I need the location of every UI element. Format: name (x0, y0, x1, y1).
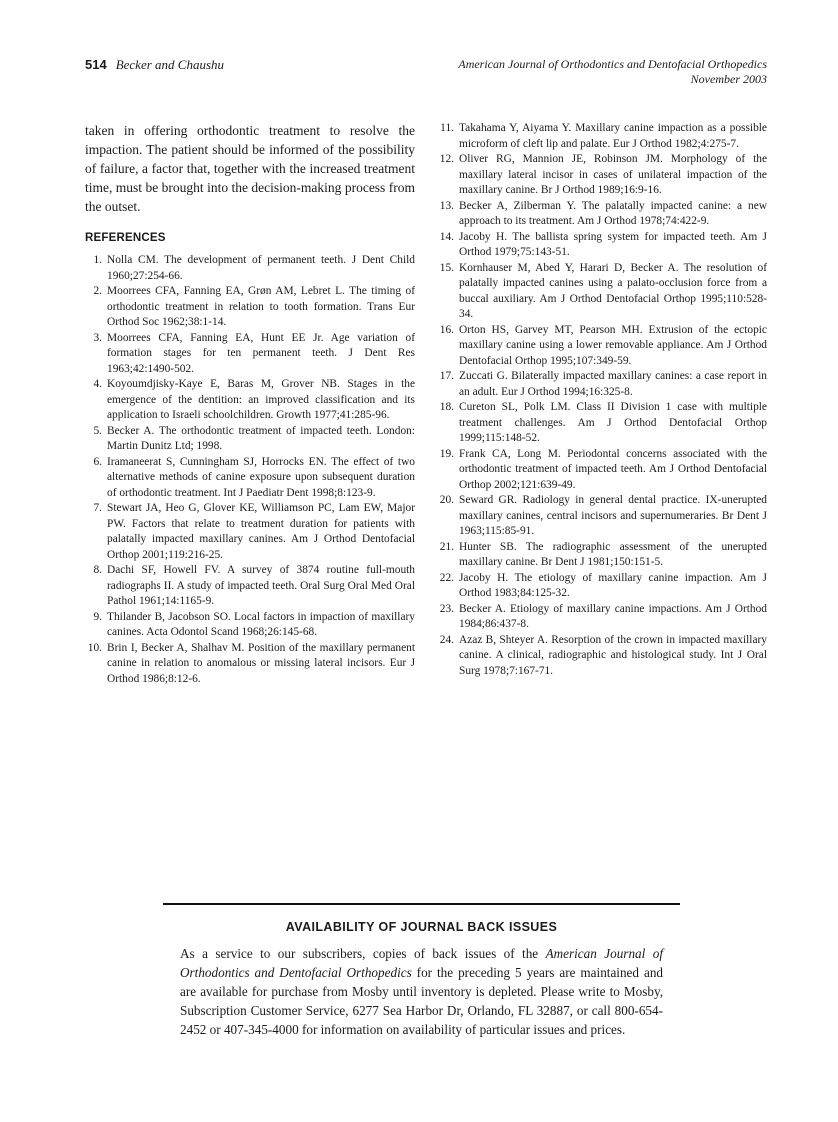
reference-item (437, 323, 767, 370)
reference-item (85, 424, 415, 455)
reference-item (437, 493, 767, 540)
reference-number: 20. (439, 494, 454, 506)
reference-item (85, 377, 415, 424)
reference-item (437, 447, 767, 494)
two-column-body (85, 121, 767, 687)
reference-item (437, 152, 767, 199)
reference-text: Moorrees CFA, Fanning EA, Hunt EE Jr. Age variation of formation stages for ten permanent teeth. J Dent Res 1963;42:1490-502. (107, 331, 415, 375)
reference-item (437, 400, 767, 447)
reference-number: 15. (439, 261, 454, 274)
reference-text: Azaz B, Shteyer A. Resorption of the crown in impacted maxillary canine. A clinical, radiographic and histological study. Int J Oral Surg 1978;7:167-71. (459, 633, 767, 677)
reference-text: Oliver RG, Mannion JE, Robinson JM. Morphology of the maxillary lateral incisor in cases of unilateral impaction of the maxillary canine. Br J Orthod 1989;16:9-16. (459, 153, 767, 196)
reference-number: 16. (439, 323, 454, 336)
reference-item (85, 253, 415, 284)
journal-title: American Journal of Orthodontics and Dentofacial Orthopedics (458, 57, 767, 71)
reference-text: Dachi SF, Howell FV. A survey of 3874 routine full-mouth radiographs II. A study of impacted teeth. Oral Surg Oral Med Oral Pathol 1961;14:1165-9. (107, 564, 415, 607)
reference-number: 17. (439, 370, 454, 382)
reference-number: 13. (439, 199, 454, 212)
reference-item (437, 199, 767, 230)
reference-number: 6. (93, 455, 102, 468)
reference-text: Stewart JA, Heo G, Glover KE, Williamson PC, Lam EW, Major PW. Factors that relate to treatment duration for patients with palatally impacted maxillary canines. Am J Orthod Dentofacial Orthop 2001;119:216-25. (107, 502, 415, 561)
references-heading: REFERENCES (85, 232, 166, 244)
reference-text: Kornhauser M, Abed Y, Harari D, Becker A. The resolution of palatally impacted canines using a palato-occlusion force from a buccal auxiliary. Am J Orthod Dentofacial Orthop 1995;110:528-34. (459, 261, 767, 320)
reference-text: Becker A, Zilberman Y. The palatally impacted canine: a new approach to its treatment. Am J Orthod 1978;74:422-9. (459, 199, 767, 227)
reference-text: Takahama Y, Aiyama Y. Maxillary canine impaction as a possible microform of cleft lip and palate. Eur J Orthod 1982;4:275-7. (459, 122, 767, 150)
reference-number: 9. (93, 610, 102, 623)
reference-text: Seward GR. Radiology in general dental practice. IX-unerupted maxillary canines, central incisors and supernumeraries. Br Dent J 1963;115:85-91. (459, 494, 767, 537)
notice-journal-name: American Journal of Orthodontics and Dentofacial Orthopedics (180, 946, 663, 980)
reference-item (85, 284, 415, 331)
reference-number: 14. (439, 230, 454, 243)
reference-text: Frank CA, Long M. Periodontal concerns associated with the orthodontic treatment of impacted teeth. Am J Orthod Dentofacial Orthop 2002;121:639-49. (459, 447, 767, 491)
reference-item (437, 571, 767, 602)
reference-item (437, 540, 767, 571)
reference-number: 12. (439, 153, 454, 165)
reference-item (437, 121, 767, 152)
reference-item (85, 331, 415, 378)
reference-number: 23. (439, 602, 454, 615)
running-head (85, 57, 224, 73)
reference-text: Zuccati G. Bilaterally impacted maxillary canines: a case report in an adult. Eur J Orthod 1994;16:325-8. (459, 370, 767, 398)
reference-item (437, 261, 767, 323)
reference-number: 1. (93, 254, 102, 266)
reference-text: Cureton SL, Polk LM. Class II Division 1 case with multiple treatment challenges. Am J Orthod Dentofacial Orthop 1999;115:148-52. (459, 401, 767, 444)
reference-text: Brin I, Becker A, Shalhav M. Position of the maxillary permanent canine in relation to anomalous or missing lateral incisors. Eur J Orthod 1986;8:12-6. (107, 641, 415, 685)
reference-item (437, 369, 767, 400)
reference-item (85, 610, 415, 641)
reference-text: Jacoby H. The ballista spring system for impacted teeth. Am J Orthod 1979;75:143-51. (459, 230, 767, 258)
notice-text-rest: for the preceding 5 years are maintained and are available for purchase from Mosby until inventory is depleted. Please write to Mosby, Subscription Customer Service, 6277 Sea Harbor Dr, Orlando, FL 32887, or call 800-654-2452 or 407-345-4000 for information on availability of particular issues and prices. (180, 965, 664, 1037)
page-number: 514 (85, 57, 107, 72)
running-head-authors: Becker and Chaushu (115, 57, 225, 72)
journal-header (458, 57, 767, 87)
reference-number: 21. (439, 540, 454, 553)
notice-title: AVAILABILITY OF JOURNAL BACK ISSUES (285, 920, 558, 934)
reference-list-left (85, 253, 415, 687)
reference-text: Hunter SB. The radiographic assessment of the unerupted maxillary canine. Br Dent J 1981;150:151-5. (459, 540, 767, 568)
page-header (85, 57, 767, 87)
reference-item (85, 641, 415, 688)
reference-text: Koyoumdjisky-Kaye E, Baras M, Grover NB. Stages in the emergence of the dentition: an improved classification and its application to Israeli schoolchildren. Growth 1977;41:285-96. (107, 378, 415, 421)
reference-text: Orton HS, Garvey MT, Pearson MH. Extrusion of the ectopic maxillary canine using a lower removable appliance. Am J Orthod Dentofacial Orthop 1995;107:349-59. (459, 323, 767, 367)
reference-text: Thilander B, Jacobson SO. Local factors in impaction of maxillary canines. Acta Odontol Scand 1968;26:145-68. (107, 610, 415, 638)
reference-text: Jacoby H. The etiology of maxillary canine impaction. Am J Orthod 1983;84:125-32. (459, 571, 767, 599)
reference-item (85, 455, 415, 502)
reference-text: Moorrees CFA, Fanning EA, Grøn AM, Lebret L. The timing of orthodontic treatment in relation to tooth formation. Trans Eur Orthod Soc 1962;38:1-14. (107, 285, 415, 328)
intro-paragraph: taken in offering orthodontic treatment to resolve the impaction. The patient should be informed of the possibility of failure, a factor that, together with the increased treatment time, must be brought into the decision-making process from the outset. (85, 123, 415, 214)
right-column (437, 121, 767, 687)
reference-number: 19. (439, 447, 454, 460)
reference-number: 8. (93, 564, 102, 576)
back-issues-notice (163, 903, 680, 1039)
reference-number: 10. (87, 641, 102, 654)
notice-text-lead: As a service to our subscribers, copies of back issues of the (180, 946, 546, 961)
reference-list-right (437, 121, 767, 679)
reference-number: 2. (93, 285, 102, 297)
reference-number: 11. (440, 122, 454, 134)
reference-number: 4. (93, 378, 102, 390)
reference-text: Nolla CM. The development of permanent teeth. J Dent Child 1960;27:254-66. (107, 254, 415, 282)
notice-body (180, 944, 663, 1039)
issue-date: November 2003 (690, 72, 767, 86)
reference-number: 3. (93, 331, 102, 344)
reference-text: Iramaneerat S, Cunningham SJ, Horrocks EN. The effect of two alternative methods of canine exposure upon subsequent duration of orthodontic treatment. Int J Paediatr Dent 1998;8:123-9. (107, 455, 415, 499)
reference-number: 5. (93, 424, 102, 437)
reference-text: Becker A. The orthodontic treatment of impacted teeth. London: Martin Dunitz Ltd; 1998. (107, 424, 415, 452)
reference-item (437, 230, 767, 261)
reference-text: Becker A. Etiology of maxillary canine impactions. Am J Orthod 1984;86:437-8. (459, 602, 767, 630)
reference-number: 22. (439, 571, 454, 584)
reference-number: 18. (439, 401, 454, 413)
reference-number: 24. (439, 633, 454, 646)
left-column (85, 121, 415, 687)
reference-item (85, 501, 415, 563)
reference-item (437, 633, 767, 680)
reference-number: 7. (93, 502, 102, 514)
reference-item (437, 602, 767, 633)
reference-item (85, 563, 415, 610)
